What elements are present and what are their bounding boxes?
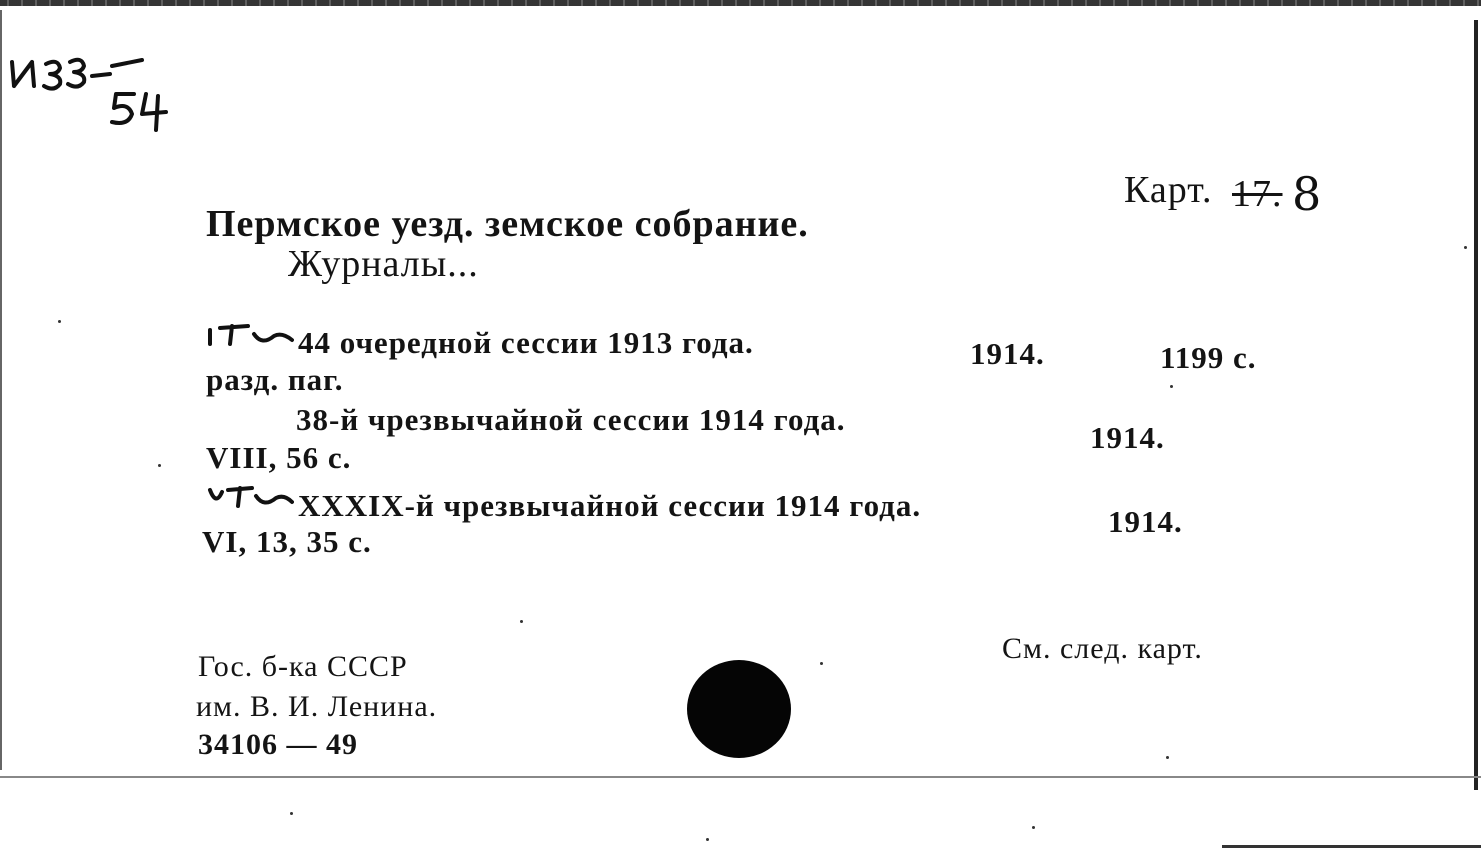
scan-speck: [58, 320, 61, 323]
entry-1-text: 44 очередной сессии 1913 года.: [298, 325, 754, 360]
entry-2-year: 1914.: [1090, 420, 1165, 455]
entry-1-collation: разд. паг.: [206, 362, 344, 397]
title-heading: Журналы...: [288, 243, 479, 285]
scan-speck: [1170, 385, 1173, 388]
print-code: 34106 — 49: [198, 728, 358, 761]
card-number-crossed: 17.: [1232, 173, 1283, 215]
handwritten-mark-1: [204, 322, 294, 356]
scan-speck: [1032, 826, 1035, 829]
card-left-edge: [0, 10, 2, 770]
scan-speck: [1166, 756, 1169, 759]
scan-speck: [290, 812, 293, 815]
entry-3-collation: VI, 13, 35 с.: [202, 524, 372, 559]
entry-2-collation: VIII, 56 с.: [206, 440, 352, 475]
scan-speck: [158, 464, 161, 467]
handwritten-card-number-glyph: 8: [1292, 168, 1322, 220]
handwritten-mark-3: [204, 484, 294, 518]
card-right-edge: [1474, 20, 1478, 790]
scan-speck: [706, 838, 709, 841]
card-top-edge: [0, 0, 1481, 6]
scan-speck: [820, 662, 823, 665]
handwritten-card-number: [1290, 168, 1326, 220]
library-name-line1: Гос. б-ка СССР: [198, 650, 408, 683]
punch-hole: [687, 660, 791, 758]
entry-1-pages: 1199 с.: [1160, 340, 1257, 375]
entry-3-year: 1914.: [1108, 504, 1183, 539]
card-bottom-edge: [0, 776, 1481, 778]
entry-2-text: 38-й чрезвычайной сессии 1914 года.: [296, 402, 846, 437]
entry-3-text: XXXIX-й чрезвычайной сессии 1914 года.: [298, 488, 922, 523]
scan-speck: [520, 620, 523, 623]
handwritten-shelf-code: [6, 50, 186, 140]
entry-1-year: 1914.: [970, 336, 1045, 371]
card-bottom-scan-edge: [1222, 845, 1481, 848]
see-next-card: См. след. карт.: [1002, 632, 1203, 665]
library-name-line2: им. В. И. Ленина.: [196, 690, 438, 723]
author-heading: Пермское уезд. земское собрание.: [206, 203, 809, 245]
scan-speck: [1464, 246, 1467, 249]
card-number-label: Карт.: [1124, 169, 1213, 211]
